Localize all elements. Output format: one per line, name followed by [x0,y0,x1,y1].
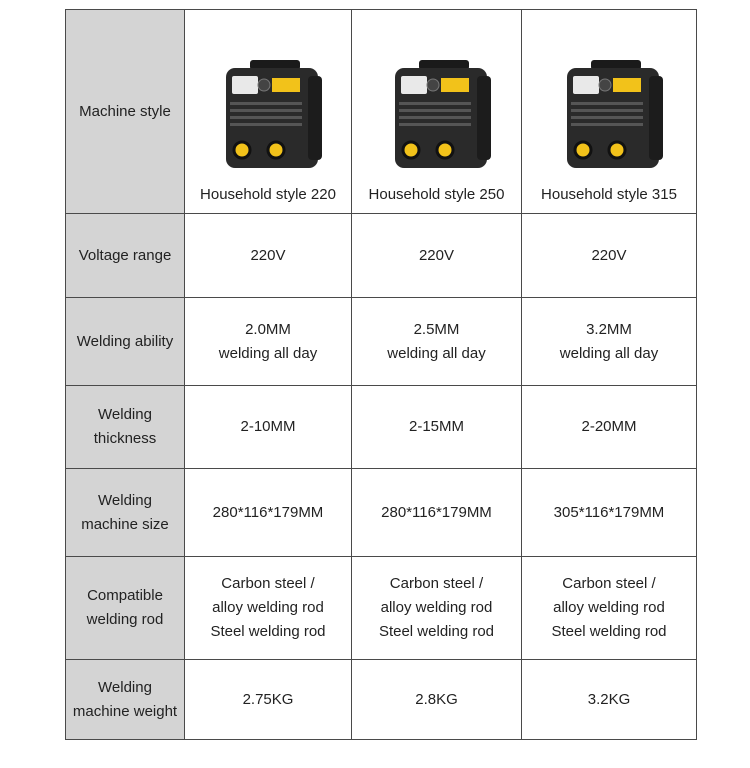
cell-weight-220: 2.75KG [185,660,352,740]
welder-image [549,54,669,179]
cell-thickness-220: 2-10MM [185,386,352,469]
cell-thickness-250: 2-15MM [352,386,522,469]
cell-voltage-250: 220V [352,214,522,298]
label-machine-style: Machine style [66,10,185,214]
welder-image [377,54,497,179]
row-voltage-range [66,214,697,298]
cell-weight-250: 2.8KG [352,660,522,740]
label-voltage-range: Voltage range [66,214,185,298]
cell-thickness-315: 2-20MM [522,386,697,469]
label-compatible-rod: Compatible welding rod [66,557,185,660]
cell-ability-315: 3.2MM welding all day [522,298,697,386]
cell-voltage-220: 220V [185,214,352,298]
cell-rod-250: Carbon steel / alloy welding rod Steel welding rod [352,557,522,660]
row-welding-thickness [66,386,697,469]
cell-rod-220: Carbon steel / alloy welding rod Steel welding rod [185,557,352,660]
welder-image [208,54,328,179]
welder-illustration [226,60,322,168]
row-welding-ability [66,298,697,386]
cell-ability-250: 2.5MM welding all day [352,298,522,386]
label-welding-ability: Welding ability [66,298,185,386]
cell-model-220: Household style 220 [185,10,352,214]
label-welding-thickness: Welding thickness [66,386,185,469]
label-machine-size: Welding machine size [66,469,185,557]
label-machine-weight: Welding machine weight [66,660,185,740]
cell-model-250: Household style 250 [352,10,522,214]
cell-rod-315: Carbon steel / alloy welding rod Steel welding rod [522,557,697,660]
welder-illustration [395,60,491,168]
cell-weight-315: 3.2KG [522,660,697,740]
spec-table [65,9,697,740]
cell-size-315: 305*116*179MM [522,469,697,557]
cell-size-220: 280*116*179MM [185,469,352,557]
welder-illustration [567,60,663,168]
cell-voltage-315: 220V [522,214,697,298]
cell-model-315: Household style 315 [522,10,697,214]
cell-ability-220: 2.0MM welding all day [185,298,352,386]
row-compatible-rod [66,557,697,660]
row-machine-style [66,10,697,214]
cell-size-250: 280*116*179MM [352,469,522,557]
row-machine-weight [66,660,697,740]
row-machine-size [66,469,697,557]
